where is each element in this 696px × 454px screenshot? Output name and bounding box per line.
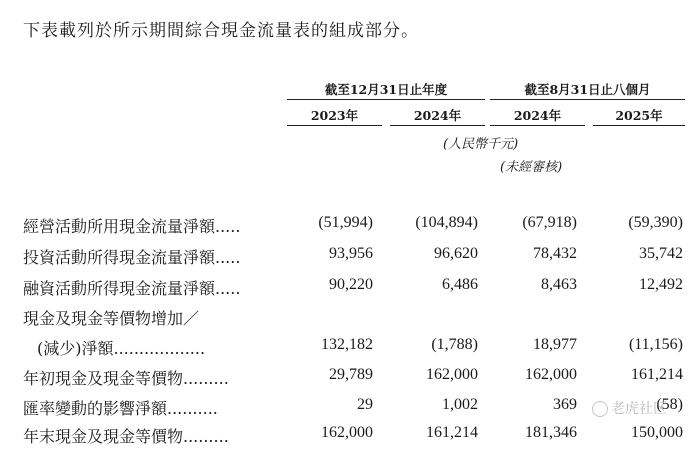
value-cell: (67,918) — [522, 214, 577, 231]
value-cell: 18,977 — [533, 336, 577, 353]
value-cell: 29,789 — [329, 366, 373, 383]
year-header-2024: 2024年 — [413, 108, 462, 123]
row-label: 經營活動所用現金流量淨額..... — [23, 217, 241, 236]
value-cell: 90,220 — [329, 276, 373, 293]
row-label: (減少)淨額.................. — [37, 339, 206, 358]
value-cell: (58) — [656, 396, 683, 413]
tiger-logo-icon — [592, 401, 608, 417]
table-row — [0, 306, 696, 336]
row-label: 年初現金及現金等價物......... — [23, 369, 229, 388]
value-cell: (104,894) — [415, 214, 478, 231]
currency-note: (人民幣千元) — [443, 137, 519, 152]
value-cell: 29 — [357, 396, 373, 413]
period-header-eight-months: 截至8月31日止八個月 — [524, 82, 651, 97]
year-rule-2025-interim — [593, 125, 685, 126]
watermark — [592, 398, 667, 418]
year-header-2024-interim: 2024年 — [513, 108, 562, 123]
table-row — [0, 214, 696, 244]
table-row — [0, 276, 696, 306]
row-label: 投資活動所得現金流量淨額..... — [23, 248, 241, 267]
year-header-2025-interim: 2025年 — [615, 108, 663, 123]
value-cell: 161,214 — [631, 366, 683, 383]
value-cell: 6,486 — [442, 276, 478, 293]
table-row — [0, 424, 696, 454]
value-cell: 78,432 — [533, 245, 577, 262]
row-label: 現金及現金等價物增加／ — [23, 309, 200, 328]
watermark-text: 老虎社区 — [611, 401, 667, 417]
value-cell: (51,994) — [318, 214, 373, 231]
year-rule-2024-interim — [490, 125, 585, 126]
year-rule-2023 — [287, 125, 382, 126]
header-rule-group1 — [287, 99, 485, 100]
value-cell: (59,390) — [628, 214, 683, 231]
year-rule-2024 — [390, 125, 485, 126]
unaudited-note: (未經審核) — [500, 160, 563, 175]
value-cell: 161,214 — [426, 424, 478, 441]
value-cell: 150,000 — [631, 424, 683, 441]
table-row — [0, 366, 696, 396]
value-cell: 35,742 — [639, 245, 683, 262]
value-cell: 96,620 — [434, 245, 478, 262]
value-cell: 1,002 — [442, 396, 478, 413]
value-cell: (11,156) — [628, 336, 683, 353]
value-cell: 93,956 — [329, 245, 373, 262]
row-label: 融資活動所得現金流量淨額..... — [23, 279, 241, 298]
value-cell: 162,000 — [321, 424, 373, 441]
intro-text: 下表載列於所示期間綜合現金流量表的組成部分。 — [23, 21, 419, 41]
value-cell: 162,000 — [426, 366, 478, 383]
header-rule-group2 — [490, 99, 685, 100]
period-header-year-ended: 截至12月31日止年度 — [324, 82, 448, 97]
value-cell: (1,788) — [431, 336, 478, 353]
value-cell: 181,346 — [525, 424, 577, 441]
value-cell: 369 — [553, 396, 577, 413]
value-cell: 162,000 — [525, 366, 577, 383]
value-cell: 8,463 — [541, 276, 577, 293]
value-cell: 12,492 — [639, 276, 683, 293]
table-row — [0, 245, 696, 275]
row-label: 年末現金及現金等價物......... — [23, 427, 229, 446]
table-row — [0, 336, 696, 366]
row-label: 匯率變動的影響淨額.......... — [23, 399, 218, 418]
year-header-2023: 2023年 — [310, 108, 359, 123]
value-cell: 132,182 — [321, 336, 373, 353]
